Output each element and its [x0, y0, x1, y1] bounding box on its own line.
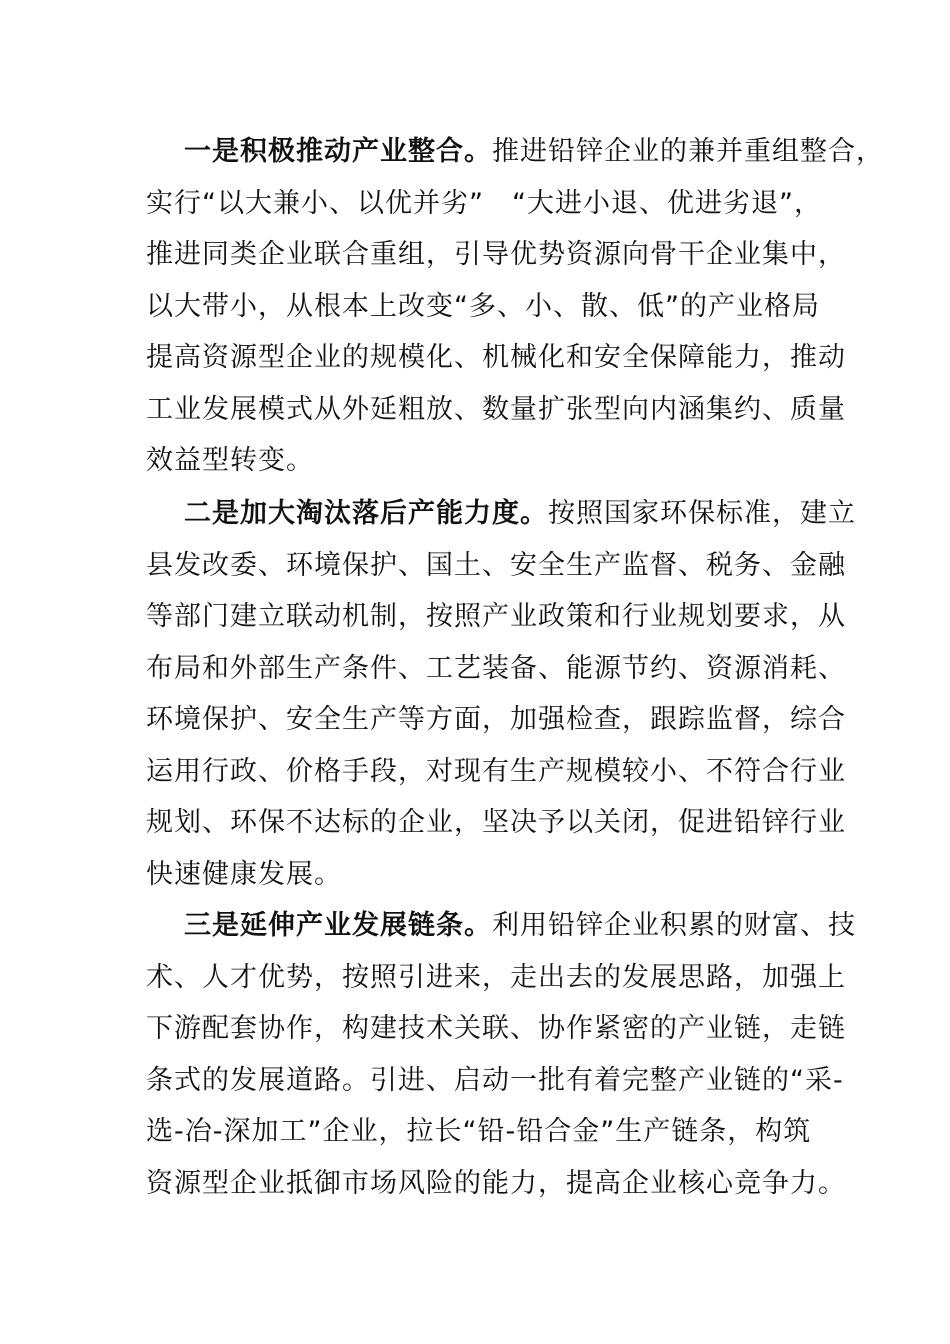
paragraph-line: 工业发展模式从外延粗放、数量扩张型向内涵集约、质量 — [146, 393, 846, 425]
paragraph-line: 以大带小，从根本上改变“多、小、散、低”的产业格局 — [146, 290, 820, 322]
paragraph-line: 等部门建立联动机制，按照产业政策和行业规划要求，从 — [146, 601, 846, 632]
paragraph-line: 下游配套协作，构建技术关联、协作紧密的产业链，走链 — [146, 1013, 846, 1044]
paragraph-line: 条式的发展道路。引进、启动一批有着完整产业链的“采- — [146, 1064, 844, 1096]
paragraph-lead-heading: 一是积极推动产业整合。 — [184, 136, 492, 167]
paragraph-line: 运用行政、价格手段，对现有生产规模较小、不符合行业 — [146, 755, 846, 787]
paragraph-text: 按照国家环保标准，建立 — [548, 498, 856, 529]
paragraph-line: 规划、环保不达标的企业，坚决予以关闭，促进铅锌行业 — [146, 807, 846, 838]
paragraph-line: 实行“以大兼小、以优并劣” “大进小退、优进劣退”， — [146, 187, 822, 219]
paragraph-line: 县发改委、环境保护、国土、安全生产监督、税务、金融 — [146, 549, 846, 581]
paragraph-eliminate-backward-capacity — [146, 488, 856, 900]
paragraph-line: 术、人才优势，按照引进来，走出去的发展思路，加强上 — [146, 961, 846, 993]
paragraph-line: 环境保护、安全生产等方面，加强检查，跟踪监督，综合 — [146, 704, 846, 735]
paragraph-first-line — [146, 126, 884, 178]
paragraph-lead-heading: 三是延伸产业发展链条。 — [184, 910, 492, 941]
paragraph-first-line — [146, 900, 856, 952]
paragraph-line: 效益型转变。 — [146, 445, 314, 476]
paragraph-line: 提高资源型企业的规模化、机械化和安全保障能力，推动 — [146, 342, 846, 373]
paragraph-line: 资源型企业抵御市场风险的能力，提高企业核心竞争力。 — [146, 1167, 846, 1199]
paragraph-industry-integration — [146, 126, 884, 487]
paragraph-lead-heading: 二是加大淘汰落后产能力度。 — [184, 498, 548, 529]
paragraph-line: 选-冶-深加工”企业，拉长“铅-铅合金”生产链条，构筑 — [146, 1116, 812, 1147]
paragraph-extend-industry-chain — [146, 900, 856, 1209]
paragraph-text: 利用铅锌企业积累的财富、技 — [492, 910, 856, 941]
paragraph-line: 快速健康发展。 — [146, 858, 342, 890]
paragraph-line: 布局和外部生产条件、工艺装备、能源节约、资源消耗、 — [146, 652, 846, 684]
paragraph-line: 推进同类企业联合重组，引导优势资源向骨干企业集中， — [146, 239, 846, 270]
paragraph-text: 推进铅锌企业的兼并重组整合， — [492, 136, 884, 167]
paragraph-first-line — [146, 488, 856, 540]
